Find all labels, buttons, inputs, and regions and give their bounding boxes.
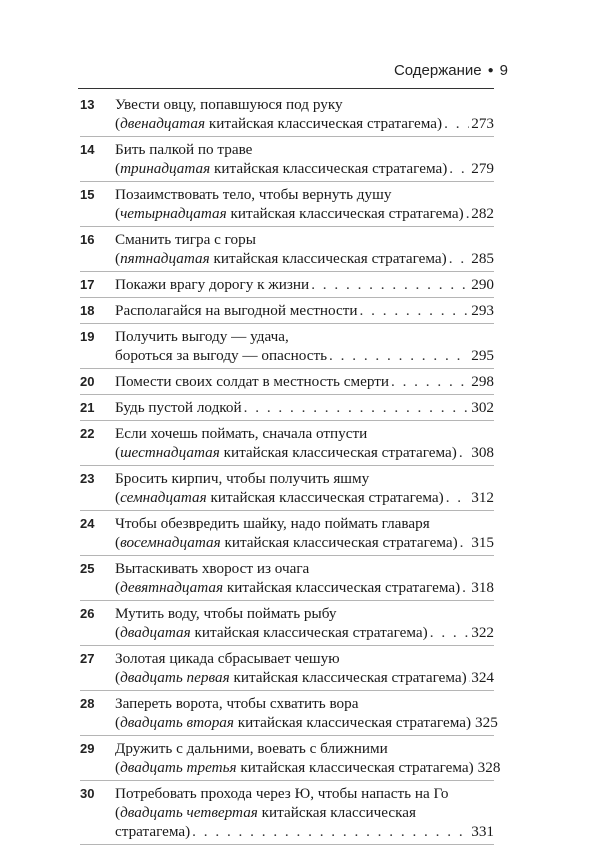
entry-subtitle-line — [115, 346, 494, 365]
toc-entry[interactable] — [80, 468, 494, 511]
entry-subtitle-line: (тринадцатая китайская классическая стратагема) . . . 279 — [115, 159, 494, 178]
entry-page: 315 — [471, 534, 494, 551]
entry-page: 322 — [471, 624, 494, 641]
entry-title: Если хочешь поймать, сначала отпусти — [115, 425, 368, 442]
entry-subtitle: китайская классическая стратагема) — [223, 579, 461, 596]
leader-dots — [311, 275, 469, 294]
entry-title-line — [115, 140, 494, 159]
leader-dots — [329, 346, 469, 365]
entry-title: Вытаскивать хворост из очага — [115, 560, 310, 577]
entry-page: 302 — [471, 399, 494, 416]
entry-title-line — [115, 372, 494, 391]
entry-title: Бросить кирпич, чтобы получить яшму — [115, 470, 370, 487]
entry-title-line — [115, 784, 494, 803]
entry-subtitle-line: (восемнадцатая китайская классическая стратагема) . . . 315 — [115, 533, 494, 552]
entry-ordinal: тринадцатая — [120, 160, 211, 177]
toc-entry[interactable] — [80, 783, 494, 845]
entry-ordinal: шестнадцатая — [120, 444, 220, 461]
entry-number: 25 — [80, 561, 95, 576]
leader-dots — [449, 159, 469, 178]
entry-subtitle: китайская классическая стратагема) — [210, 160, 448, 177]
entry-title-line — [115, 424, 494, 443]
entry-subtitle: китайская классическая стратагема) — [236, 759, 474, 776]
entry-page: 279 — [471, 160, 494, 177]
entry-title-cont: бороться за выгоду — опасность — [115, 347, 328, 364]
leader-dots — [244, 398, 470, 417]
toc-entry[interactable] — [80, 229, 494, 272]
entry-number: 28 — [80, 696, 95, 711]
header-title: Содержание — [393, 62, 482, 79]
entry-subtitle: китайская классическая стратагема) — [205, 115, 443, 132]
toc-entry[interactable] — [80, 693, 498, 736]
entry-title: Помести своих солдат в местность смерти — [115, 373, 389, 390]
entry-title-line — [115, 95, 494, 114]
entry-subtitle: китайская классическая стратагема) — [219, 444, 457, 461]
entry-subtitle: китайская классическая — [257, 804, 416, 821]
toc-entry[interactable] — [80, 603, 494, 646]
entry-title-line — [115, 275, 494, 294]
entry-title-line — [115, 739, 494, 758]
toc-entry[interactable] — [80, 423, 494, 466]
toc-entry[interactable] — [80, 94, 494, 137]
toc-entry[interactable] — [80, 738, 501, 781]
entry-page: 282 — [471, 205, 494, 222]
leader-dots — [459, 443, 469, 462]
entry-ordinal: восемнадцатая — [120, 534, 221, 551]
leader-dots — [446, 488, 470, 507]
entry-page: 293 — [471, 302, 494, 319]
entry-ordinal: двадцать первая — [120, 669, 230, 686]
entry-subtitle-line: (четырнадцатая китайская классическая стратагема) . . . 282 — [115, 204, 494, 223]
entry-subtitle: китайская классическая стратагема) — [226, 205, 464, 222]
toc-entry[interactable] — [80, 326, 494, 369]
entry-page: 324 — [471, 669, 494, 686]
entry-title-line — [115, 301, 494, 320]
entry-title: Получить выгоду — удача, — [115, 328, 289, 345]
entry-title-line — [115, 230, 494, 249]
entry-title-line — [115, 327, 494, 346]
toc-entry[interactable] — [80, 139, 494, 182]
entry-ordinal: двадцать третья — [120, 759, 237, 776]
entry-title: Сманить тигра с горы — [115, 231, 256, 248]
entry-subtitle-line: (двадцать вторая китайская классическая стратагема) 325 — [115, 714, 498, 731]
entry-number: 17 — [80, 277, 95, 292]
entry-page: 308 — [471, 444, 494, 461]
entry-title: Потребовать прохода через Ю, чтобы напасть на Го — [115, 785, 449, 802]
entry-subtitle-line: (двадцатая китайская классическая стратагема) . . . 322 — [115, 623, 494, 642]
entry-page: 290 — [471, 276, 494, 293]
entry-page: 325 — [475, 714, 498, 731]
entry-title: Покажи врагу дорогу к жизни — [115, 276, 310, 293]
toc-entry[interactable] — [80, 513, 494, 556]
entry-title-line — [115, 469, 494, 488]
entry-subtitle: китайская классическая стратагема) — [206, 489, 444, 506]
leader-dots — [192, 822, 469, 841]
toc-entry[interactable] — [80, 300, 494, 324]
entry-title: Позаимствовать тело, чтобы вернуть душу — [115, 186, 392, 203]
header-page-number: 9 — [499, 62, 508, 79]
entry-ordinal: пятнадцатая — [120, 250, 210, 267]
toc-entry[interactable] — [80, 274, 494, 298]
entry-title-line — [115, 559, 494, 578]
entry-number: 26 — [80, 606, 95, 621]
entry-number: 14 — [80, 142, 95, 157]
leader-dots — [466, 204, 470, 223]
entry-subtitle: китайская классическая стратагема) — [190, 624, 428, 641]
entry-number: 19 — [80, 329, 95, 344]
entry-number: 23 — [80, 471, 95, 486]
leader-dots — [469, 668, 470, 687]
entry-title-line — [115, 398, 494, 417]
leader-dots — [360, 301, 470, 320]
entry-subtitle-line: (шестнадцатая китайская классическая стратагема) . . . 308 — [115, 443, 494, 462]
toc-entry[interactable] — [80, 648, 494, 691]
entry-number: 27 — [80, 651, 95, 666]
entry-number: 20 — [80, 374, 95, 389]
leader-dots — [391, 372, 469, 391]
entry-number: 15 — [80, 187, 95, 202]
entry-page: 273 — [471, 115, 494, 132]
entry-title: Бить палкой по траве — [115, 141, 253, 158]
leader-dots — [444, 114, 469, 133]
toc-entry[interactable] — [80, 558, 494, 601]
entry-page: 318 — [471, 579, 494, 596]
table-of-contents — [80, 94, 501, 847]
entry-title-line — [115, 649, 494, 668]
entry-subtitle-cont: стратагема) — [115, 823, 191, 840]
header-bullet-icon: ● — [487, 65, 494, 76]
entry-number: 29 — [80, 741, 95, 756]
entry-page: 295 — [471, 347, 494, 364]
entry-subtitle-line: (двенадцатая китайская классическая стратагема) . . . 273 — [115, 114, 494, 133]
leader-dots — [430, 623, 469, 642]
entry-title: Дружить с дальними, воевать с ближними — [115, 740, 388, 757]
entry-subtitle-line: (семнадцатая китайская классическая стратагема) . . . 312 — [115, 488, 494, 507]
entry-title: Мутить воду, чтобы поймать рыбу — [115, 605, 337, 622]
entry-number: 24 — [80, 516, 95, 531]
entry-subtitle-line — [115, 822, 494, 841]
entry-number: 13 — [80, 97, 95, 112]
toc-entry[interactable] — [80, 371, 494, 395]
entry-subtitle-line: (девятнадцатая китайская классическая стратагема) . . . 318 — [115, 578, 494, 597]
entry-title-line — [115, 185, 494, 204]
entry-subtitle-line: (двадцать четвертая китайская классическая — [115, 804, 416, 821]
entry-number: 22 — [80, 426, 95, 441]
entry-title: Запереть ворота, чтобы схватить вора — [115, 695, 359, 712]
entry-title: Увести овцу, попавшуюся под руку — [115, 96, 343, 113]
entry-title-line — [115, 694, 494, 713]
entry-page: 328 — [477, 759, 501, 776]
entry-ordinal: семнадцатая — [120, 489, 207, 506]
entry-number: 30 — [80, 786, 95, 801]
entry-title-line — [115, 514, 494, 533]
entry-page: 285 — [471, 250, 494, 267]
entry-ordinal: двадцать четвертая — [120, 804, 258, 821]
leader-dots — [449, 249, 470, 268]
leader-dots — [462, 578, 469, 597]
header-rule — [78, 88, 494, 89]
entry-subtitle-line: (двадцать третья китайская классическая стратагема) 328 — [115, 759, 501, 776]
entry-number: 16 — [80, 232, 95, 247]
entry-number: 21 — [80, 400, 95, 415]
entry-subtitle-line: (пятнадцатая китайская классическая стратагема) . . . 285 — [115, 249, 494, 268]
entry-subtitle: китайская классическая стратагема) — [229, 669, 467, 686]
entry-subtitle-line: (двадцать первая китайская классическая стратагема) . . . 324 — [115, 668, 494, 687]
entry-subtitle: китайская классическая стратагема) — [209, 250, 447, 267]
entry-ordinal: четырнадцатая — [120, 205, 227, 222]
entry-title: Располагайся на выгодной местности — [115, 302, 358, 319]
entry-ordinal: двадцать вторая — [120, 714, 234, 731]
entry-page: 298 — [471, 373, 494, 390]
entry-subtitle: китайская классическая стратагема) — [233, 714, 471, 731]
entry-title: Чтобы обезвредить шайку, надо поймать главаря — [115, 515, 430, 532]
entry-subtitle: китайская классическая стратагема) — [220, 534, 458, 551]
entry-page: 312 — [471, 489, 494, 506]
entry-title: Золотая цикада сбрасывает чешую — [115, 650, 340, 667]
leader-dots — [460, 533, 470, 552]
entry-ordinal: девятнадцатая — [120, 579, 224, 596]
entry-title: Будь пустой лодкой — [115, 399, 242, 416]
entry-title-line — [115, 604, 494, 623]
toc-entry[interactable] — [80, 184, 494, 227]
toc-entry[interactable] — [80, 397, 494, 421]
running-header — [394, 62, 508, 79]
entry-number: 18 — [80, 303, 95, 318]
entry-ordinal: двенадцатая — [120, 115, 206, 132]
entry-ordinal: двадцатая — [120, 624, 191, 641]
entry-page: 331 — [471, 823, 494, 840]
